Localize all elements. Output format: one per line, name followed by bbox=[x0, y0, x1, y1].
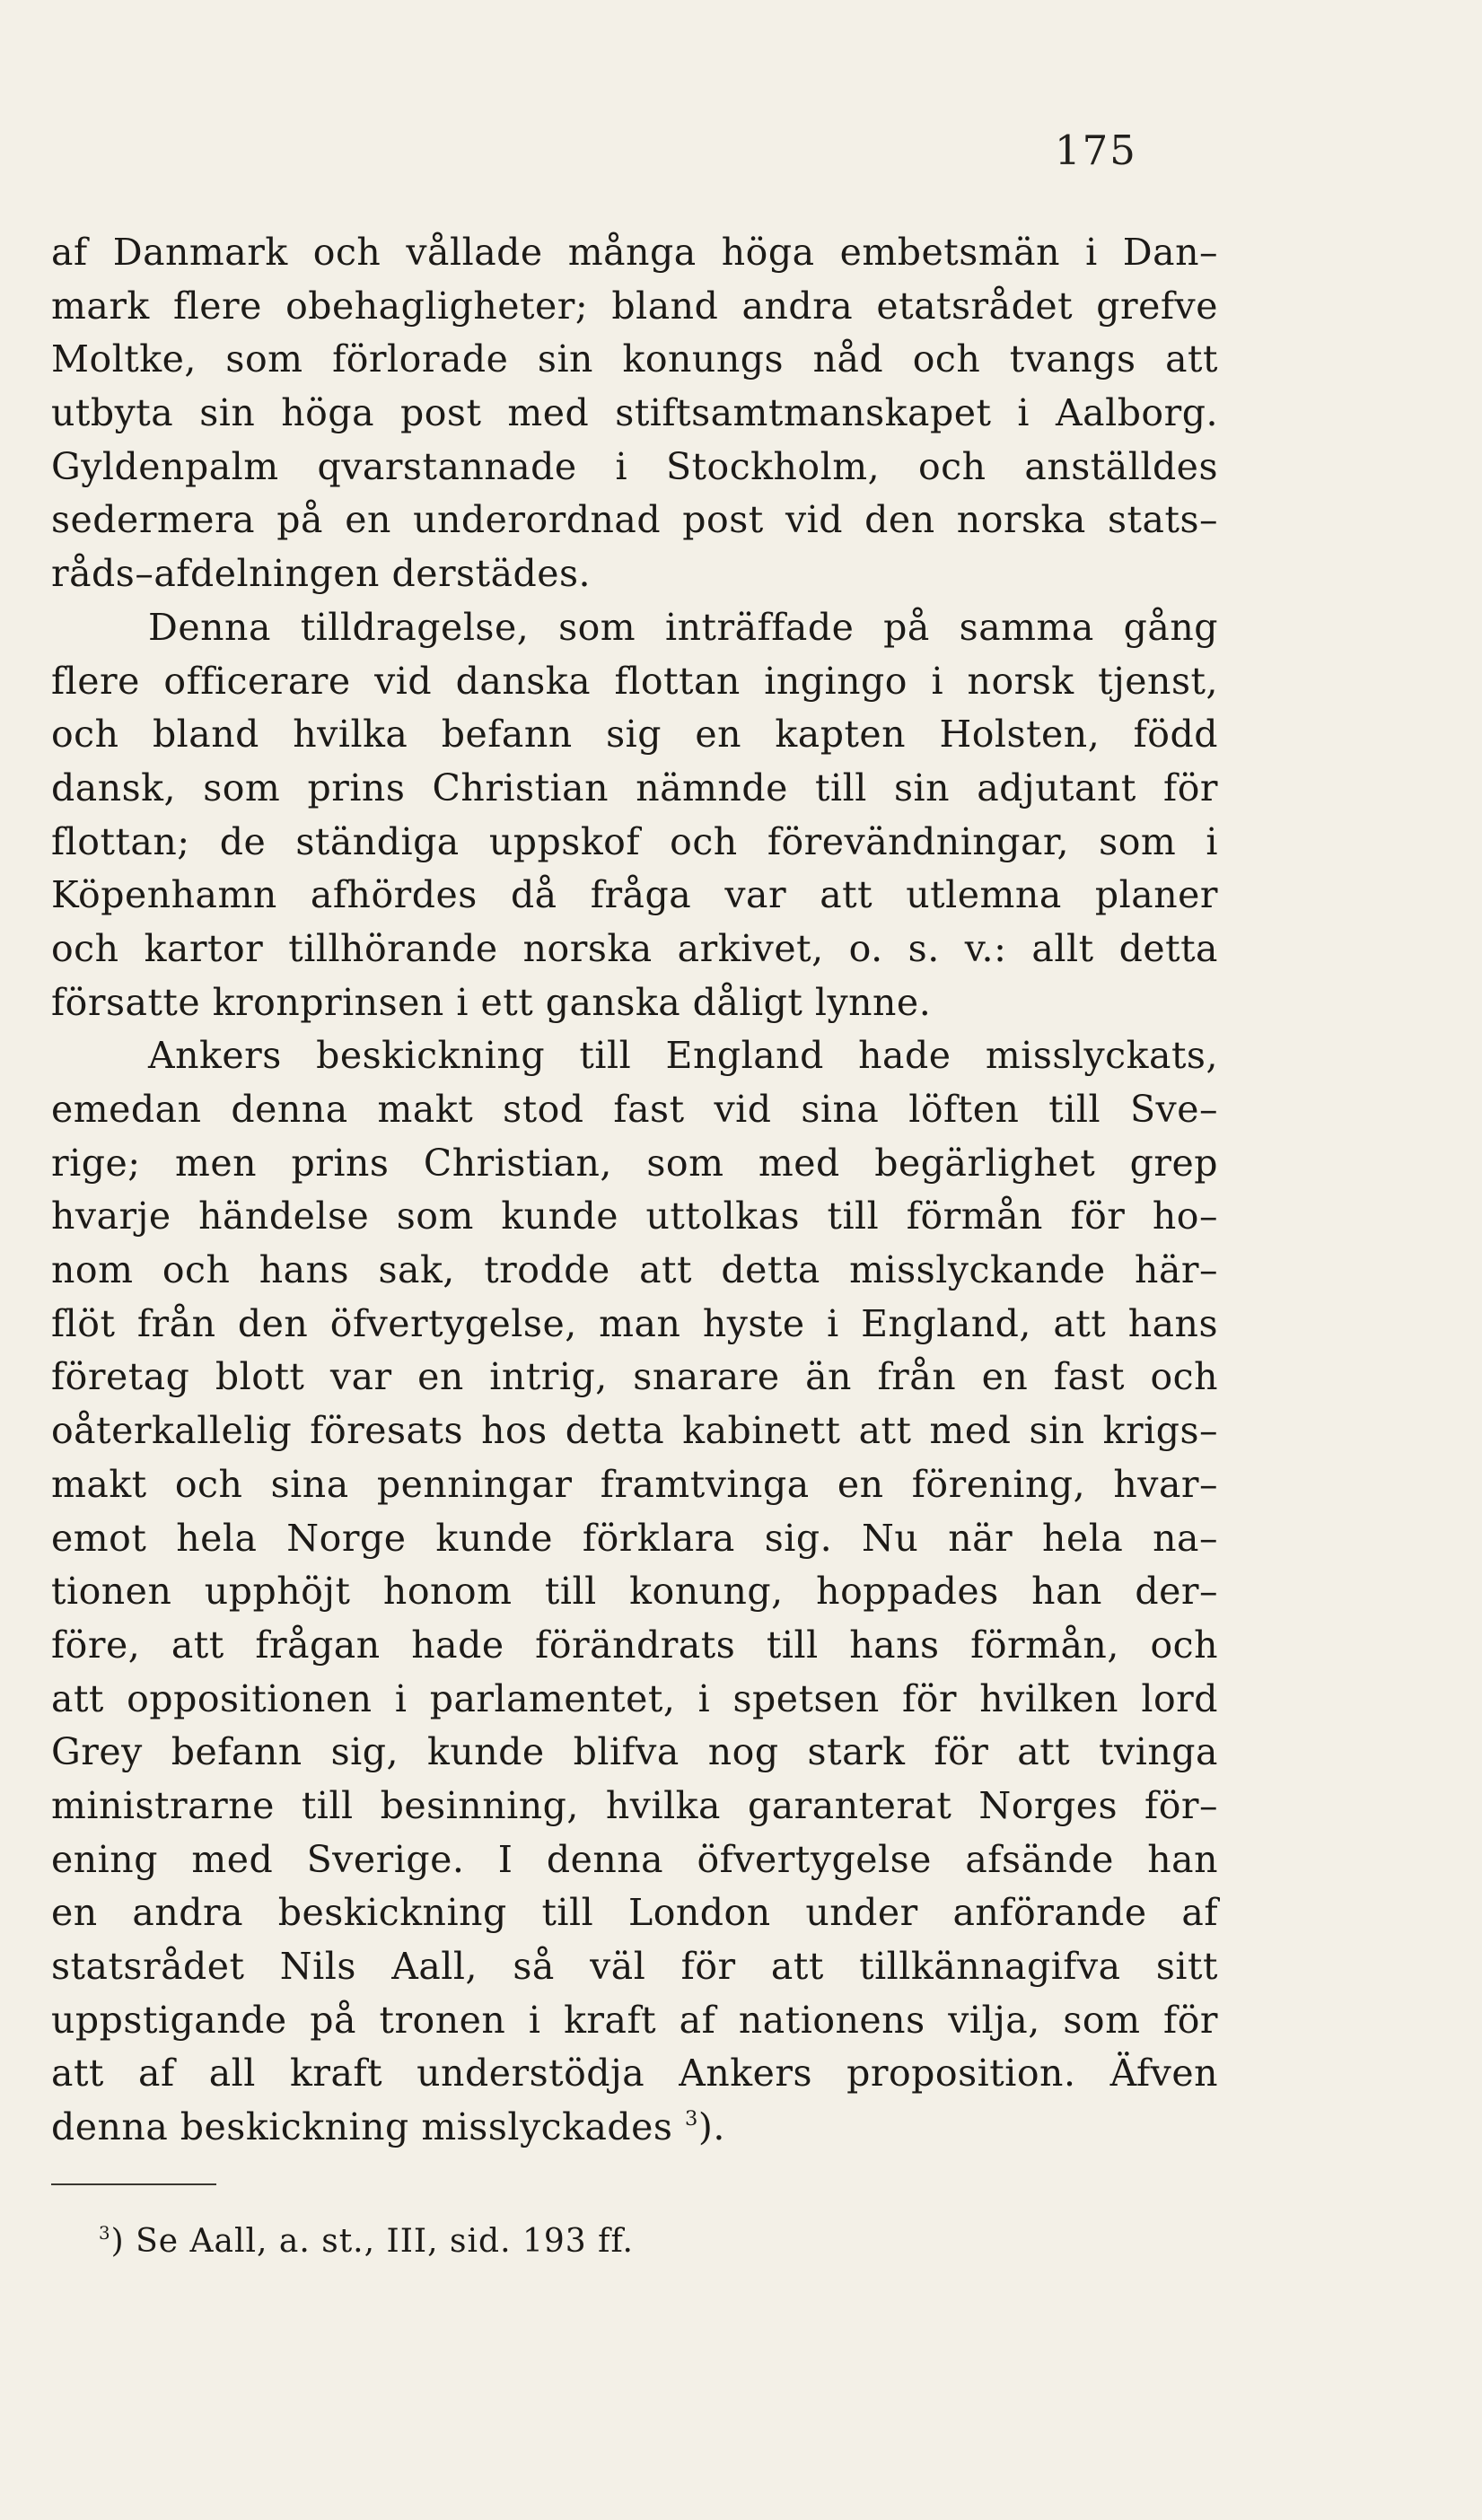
text-line bbox=[51, 2047, 1218, 2101]
text-line-content: sedermera på en underordnad post vid den norska stats– bbox=[51, 498, 1218, 542]
text-line bbox=[51, 762, 1218, 816]
text-line bbox=[51, 280, 1218, 334]
page-number: 175 bbox=[1055, 127, 1137, 174]
text-line bbox=[51, 1404, 1218, 1458]
text-line-content: före, att frågan hade förändrats till hans förmån, och bbox=[51, 1623, 1218, 1667]
text-line bbox=[51, 1833, 1218, 1887]
text-line bbox=[51, 923, 1218, 976]
text-line bbox=[51, 1351, 1218, 1404]
text-line bbox=[51, 1780, 1218, 1833]
text-line-content: Ankers beskickning till England hade misslyckats, bbox=[148, 1034, 1218, 1078]
text-line-content: försatte kronprinsen i ett ganska dåligt lynne. bbox=[51, 980, 932, 1024]
text-line bbox=[51, 1244, 1218, 1298]
text-line-content: statsrådet Nils Aall, så väl för att tillkännagifva sitt bbox=[51, 1945, 1218, 1988]
text-line bbox=[51, 708, 1218, 762]
text-line bbox=[51, 1512, 1218, 1566]
text-line-content: dansk, som prins Christian nämnde till sin adjutant för bbox=[51, 766, 1218, 809]
text-line-content: makt och sina penningar framtvinga en förening, hvar– bbox=[51, 1462, 1218, 1506]
text-line-content: emot hela Norge kunde förklara sig. Nu när hela na– bbox=[51, 1516, 1218, 1560]
footnote bbox=[99, 2222, 634, 2261]
text-line-content: oåterkallelig föresats hos detta kabinett att med sin krigs– bbox=[51, 1409, 1218, 1453]
body-text bbox=[51, 226, 1218, 2155]
text-line-content: hvarje händelse som kunde uttolkas till förmån för ho– bbox=[51, 1194, 1218, 1238]
text-line bbox=[51, 1940, 1218, 1994]
text-line bbox=[51, 816, 1218, 870]
text-line bbox=[51, 441, 1218, 494]
text-line bbox=[51, 976, 1218, 1030]
text-line bbox=[51, 1298, 1218, 1352]
text-line bbox=[51, 655, 1218, 709]
text-line-content: flottan; de ständiga uppskof och förevändningar, som i bbox=[51, 819, 1218, 863]
text-line-content: flere officerare vid danska flottan ingingo i norsk tjenst, bbox=[51, 659, 1218, 703]
text-line bbox=[51, 1673, 1218, 1727]
text-line bbox=[51, 1458, 1218, 1512]
text-line-content: emedan denna makt stod fast vid sina löften till Sve– bbox=[51, 1088, 1218, 1131]
text-line bbox=[51, 1565, 1218, 1619]
footnote-reference: 3 bbox=[685, 2107, 698, 2131]
text-line-content: Gyldenpalm qvarstannade i Stockholm, och anställdes bbox=[51, 444, 1218, 488]
text-line-content: Köpenhamn afhördes då fråga var att utlemna planer bbox=[51, 873, 1218, 917]
text-line-content: uppstigande på tronen i kraft af nationens vilja, som för bbox=[51, 1998, 1218, 2042]
text-line-content: en andra beskickning till London under anförande af bbox=[51, 1891, 1218, 1935]
text-line bbox=[51, 1994, 1218, 2048]
text-line-content: ministrarne till besinning, hvilka garanterat Norges för– bbox=[51, 1783, 1218, 1827]
text-line bbox=[51, 387, 1218, 441]
text-line bbox=[51, 1726, 1218, 1780]
text-line bbox=[51, 1029, 1218, 1083]
text-line bbox=[51, 1886, 1218, 1940]
footnote-marker: 3 bbox=[99, 2223, 111, 2244]
text-line-content: utbyta sin höga post med stiftsamtmanskapet i Aalborg. bbox=[51, 391, 1218, 435]
text-line-content: Denna tilldragelse, som inträffade på samma gång bbox=[148, 605, 1218, 649]
text-line-content: att af all kraft understödja Ankers proposition. Äfven bbox=[51, 2052, 1218, 2096]
text-line-tail: ). bbox=[697, 2105, 725, 2149]
text-line bbox=[51, 1083, 1218, 1137]
text-line bbox=[51, 226, 1218, 280]
text-line bbox=[51, 869, 1218, 923]
text-line bbox=[51, 1137, 1218, 1191]
footnote-divider bbox=[51, 2183, 216, 2185]
text-line-content: mark flere obehagligheter; bland andra etatsrådet grefve bbox=[51, 284, 1218, 328]
text-line bbox=[51, 333, 1218, 387]
text-line-content: företag blott var en intrig, snarare än från en fast och bbox=[51, 1355, 1218, 1399]
text-line bbox=[51, 2101, 1218, 2155]
text-line-content: af Danmark och vållade många höga embetsmän i Dan– bbox=[51, 231, 1218, 274]
text-line-content: att oppositionen i parlamentet, i spetsen för hvilken lord bbox=[51, 1676, 1218, 1720]
text-line-content: råds–afdelningen derstädes. bbox=[51, 552, 592, 596]
text-line-content: och bland hvilka befann sig en kapten Holsten, född bbox=[51, 713, 1218, 757]
text-line bbox=[51, 494, 1218, 547]
text-line-content: denna beskickning misslyckades bbox=[51, 2105, 673, 2149]
text-line-content: ening med Sverige. I denna öfvertygelse afsände han bbox=[51, 1837, 1218, 1881]
text-line bbox=[51, 547, 1218, 601]
text-line bbox=[51, 1619, 1218, 1673]
footnote-text: ) Se Aall, a. st., III, sid. 193 ff. bbox=[110, 2223, 634, 2260]
text-line-content: flöt från den öfvertygelse, man hyste i England, att hans bbox=[51, 1301, 1218, 1345]
text-line-content: nom och hans sak, trodde att detta misslyckande här– bbox=[51, 1248, 1218, 1292]
text-line-content: och kartor tillhörande norska arkivet, o. s. v.: allt detta bbox=[51, 926, 1218, 970]
text-line bbox=[51, 1190, 1218, 1244]
text-line bbox=[51, 601, 1218, 655]
text-line-content: Moltke, som förlorade sin konungs nåd och tvangs att bbox=[51, 337, 1218, 381]
text-line-content: Grey befann sig, kunde blifva nog stark för att tvinga bbox=[51, 1730, 1218, 1774]
text-line-content: tionen upphöjt honom till konung, hoppades han der– bbox=[51, 1570, 1218, 1614]
text-line-content: rige; men prins Christian, som med begärlighet grep bbox=[51, 1141, 1218, 1185]
